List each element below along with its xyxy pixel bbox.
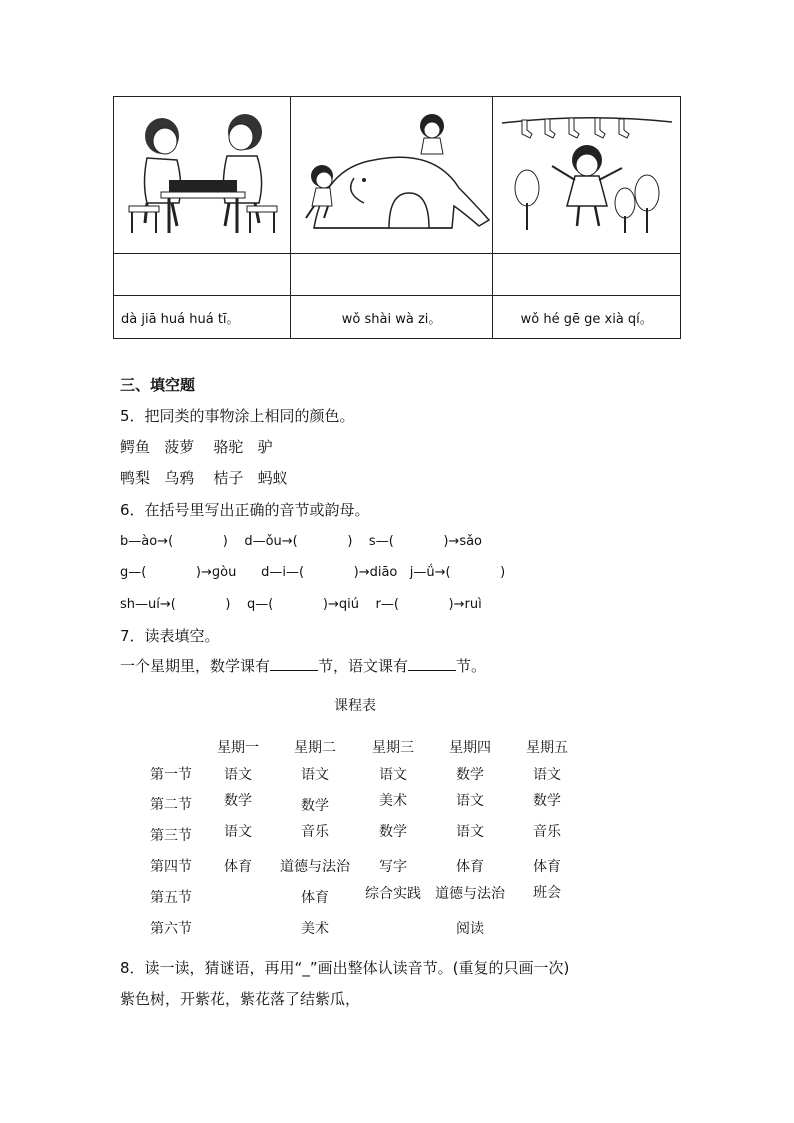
picture-elephant-slide [290, 97, 493, 254]
day-header: 星期五 [526, 740, 568, 756]
schedule-cell: 道德与法治 [435, 886, 505, 902]
q6-line-2: g—( )→ɡòu d—i—( )→diāo j—ǘ→( ) [120, 565, 506, 580]
schedule-cell: 美术 [301, 921, 329, 937]
period-label: 第一节 [150, 767, 192, 783]
pinyin-sentence-3: wǒ hé gē ge xià qí。 [493, 296, 681, 339]
schedule-cell: 语文 [224, 824, 252, 840]
period-label: 第四节 [150, 859, 192, 875]
schedule-cell: 音乐 [533, 824, 561, 840]
schedule-cell: 体育 [301, 890, 329, 906]
q7-text-b: 节，语文课有 [318, 657, 409, 675]
q6-line-3: sh—uí→( ) q—( )→qiú r—( )→ruì [120, 597, 482, 612]
schedule-cell: 道德与法治 [280, 859, 350, 875]
elephant-illustration [294, 108, 490, 238]
socks-illustration [497, 108, 677, 238]
q7-text-c: 节。 [456, 657, 487, 675]
schedule-cell: 数学 [224, 793, 252, 809]
schedule-cell: 体育 [533, 859, 561, 875]
chinese-count-blank[interactable] [408, 656, 456, 671]
day-header: 星期二 [294, 740, 336, 756]
schedule-cell: 综合实践 [365, 886, 421, 902]
q7-sentence [120, 656, 486, 676]
schedule-cell: 音乐 [301, 824, 329, 840]
period-label: 第三节 [150, 828, 192, 844]
schedule-cell: 语文 [301, 767, 329, 783]
schedule-cell: 美术 [379, 793, 407, 809]
picture-table [113, 96, 681, 339]
q6-line-1: b—ào→( ) d—ǒu→( ) s—( )→sǎo [120, 534, 483, 549]
period-label: 第六节 [150, 921, 192, 937]
q8-line-1: 紫色树，开紫花，紫花落了结紫瓜， [120, 990, 361, 1008]
q5-prompt: 5．把同类的事物涂上相同的颜色。 [120, 407, 355, 425]
day-header: 星期一 [217, 740, 259, 756]
math-count-blank[interactable] [270, 656, 318, 671]
answer-box-2[interactable] [290, 254, 493, 296]
q5-line-1: 鳄鱼 菠萝 骆驼 驴 [120, 438, 273, 456]
schedule-cell: 数学 [379, 824, 407, 840]
q6-prompt: 6．在括号里写出正确的音节或韵母。 [120, 501, 370, 519]
schedule-cell: 班会 [533, 885, 561, 901]
pinyin-sentence-2: wǒ shài wà zi。 [290, 296, 493, 339]
period-label: 第五节 [150, 890, 192, 906]
section-title: 三、填空题 [120, 376, 196, 394]
q5-line-2: 鸭梨 乌鸦 桔子 蚂蚁 [120, 469, 288, 487]
schedule-cell: 语文 [379, 767, 407, 783]
answer-box-1[interactable] [114, 254, 291, 296]
schedule-cell: 数学 [301, 798, 329, 814]
period-label: 第二节 [150, 797, 192, 813]
day-header: 星期三 [372, 740, 414, 756]
picture-girl-drying-socks [493, 97, 681, 254]
q7-text-a: 一个星期里，数学课有 [120, 657, 271, 675]
schedule-cell: 体育 [456, 859, 484, 875]
answer-box-3[interactable] [493, 254, 681, 296]
schedule-cell: 语文 [533, 767, 561, 783]
schedule-title: 课程表 [334, 698, 376, 714]
schedule-cell: 体育 [224, 859, 252, 875]
schedule-cell: 写字 [379, 859, 407, 875]
schedule-cell: 语文 [456, 824, 484, 840]
schedule-cell: 数学 [533, 793, 561, 809]
chess-illustration [117, 108, 287, 238]
day-header: 星期四 [449, 740, 491, 756]
schedule-cell: 语文 [456, 793, 484, 809]
schedule-cell: 数学 [456, 767, 484, 783]
schedule-cell: 阅读 [456, 921, 484, 937]
q8-prompt: 8．读一读，猜谜语，再用“_”画出整体认读音节。(重复的只画一次) [120, 959, 570, 977]
pinyin-sentence-1: dà jiā huá huá tī。 [114, 296, 291, 339]
q7-prompt: 7．读表填空。 [120, 627, 220, 645]
picture-boys-playing-chess [114, 97, 291, 254]
schedule-cell: 语文 [224, 767, 252, 783]
